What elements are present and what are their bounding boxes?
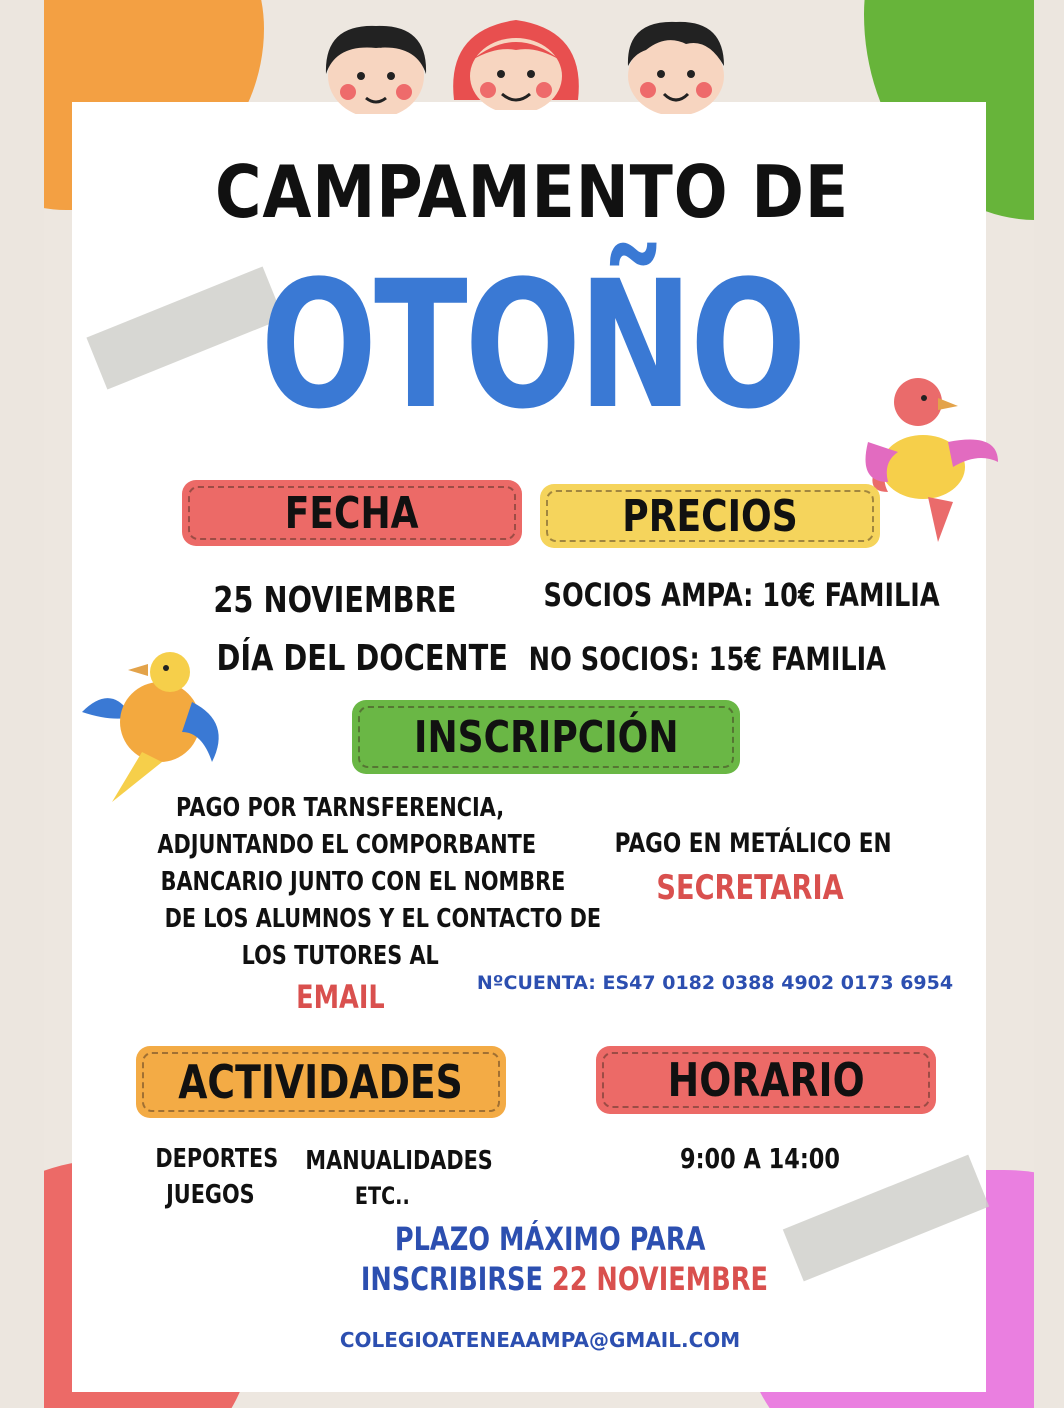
- deadline-line1: PLAZO MÁXIMO PARA: [394, 1220, 706, 1258]
- title-line2: OTOÑO: [260, 243, 804, 448]
- transfer-line: DE LOS ALUMNOS Y EL CONTACTO DE: [164, 904, 602, 934]
- activity-item: ETC..: [354, 1182, 410, 1210]
- inscripcion-pill: [352, 700, 740, 774]
- precios-pill: [540, 484, 880, 548]
- precios-label: PRECIOS: [622, 490, 798, 542]
- transfer-line: PAGO POR TARNSFERENCIA,: [175, 793, 505, 823]
- fecha-occasion: DÍA DEL DOCENTE: [216, 638, 508, 679]
- actividades-pill: [136, 1046, 506, 1118]
- actividades-label: ACTIVIDADES: [178, 1055, 464, 1109]
- horario-pill: [596, 1046, 936, 1114]
- activity-item: JUEGOS: [165, 1180, 255, 1210]
- transfer-email: EMAIL: [295, 978, 385, 1016]
- precio-no-socios: NO SOCIOS: 15€ FAMILIA: [528, 640, 886, 678]
- child-face-icon: [446, 10, 586, 110]
- account-number: NºCUENTA: ES47 0182 0388 4902 0173 6954: [476, 972, 954, 994]
- child-face-icon: [616, 14, 736, 114]
- horario-label: HORARIO: [667, 1053, 865, 1107]
- cash-place: SECRETARIA: [656, 868, 844, 908]
- title-line1: CAMPAMENTO DE: [214, 150, 850, 234]
- horario-time: 9:00 A 14:00: [680, 1142, 840, 1175]
- transfer-line: BANCARIO JUNTO CON EL NOMBRE: [160, 867, 566, 897]
- inscripcion-label: INSCRIPCIÓN: [413, 711, 679, 763]
- deadline-date: 22 NOVIEMBRE: [551, 1260, 768, 1298]
- deadline-prefix: INSCRIBIRSE: [360, 1260, 543, 1298]
- precio-socios: SOCIOS AMPA: 10€ FAMILIA: [543, 576, 940, 614]
- fecha-pill: [182, 480, 522, 546]
- activity-item: MANUALIDADES: [305, 1146, 493, 1176]
- transfer-line: ADJUNTANDO EL COMPORBANTE: [157, 830, 537, 860]
- child-face-icon: [316, 14, 436, 114]
- contact-email: COLEGIOATENEAAMPA@GMAIL.COM: [339, 1328, 741, 1352]
- cash-line: PAGO EN METÁLICO EN: [614, 828, 892, 859]
- activity-item: DEPORTES: [155, 1144, 279, 1174]
- transfer-line: LOS TUTORES AL: [241, 941, 439, 971]
- fecha-label: FECHA: [285, 487, 419, 539]
- fecha-date: 25 NOVIEMBRE: [213, 580, 457, 621]
- deadline-line2: [310, 1260, 790, 1298]
